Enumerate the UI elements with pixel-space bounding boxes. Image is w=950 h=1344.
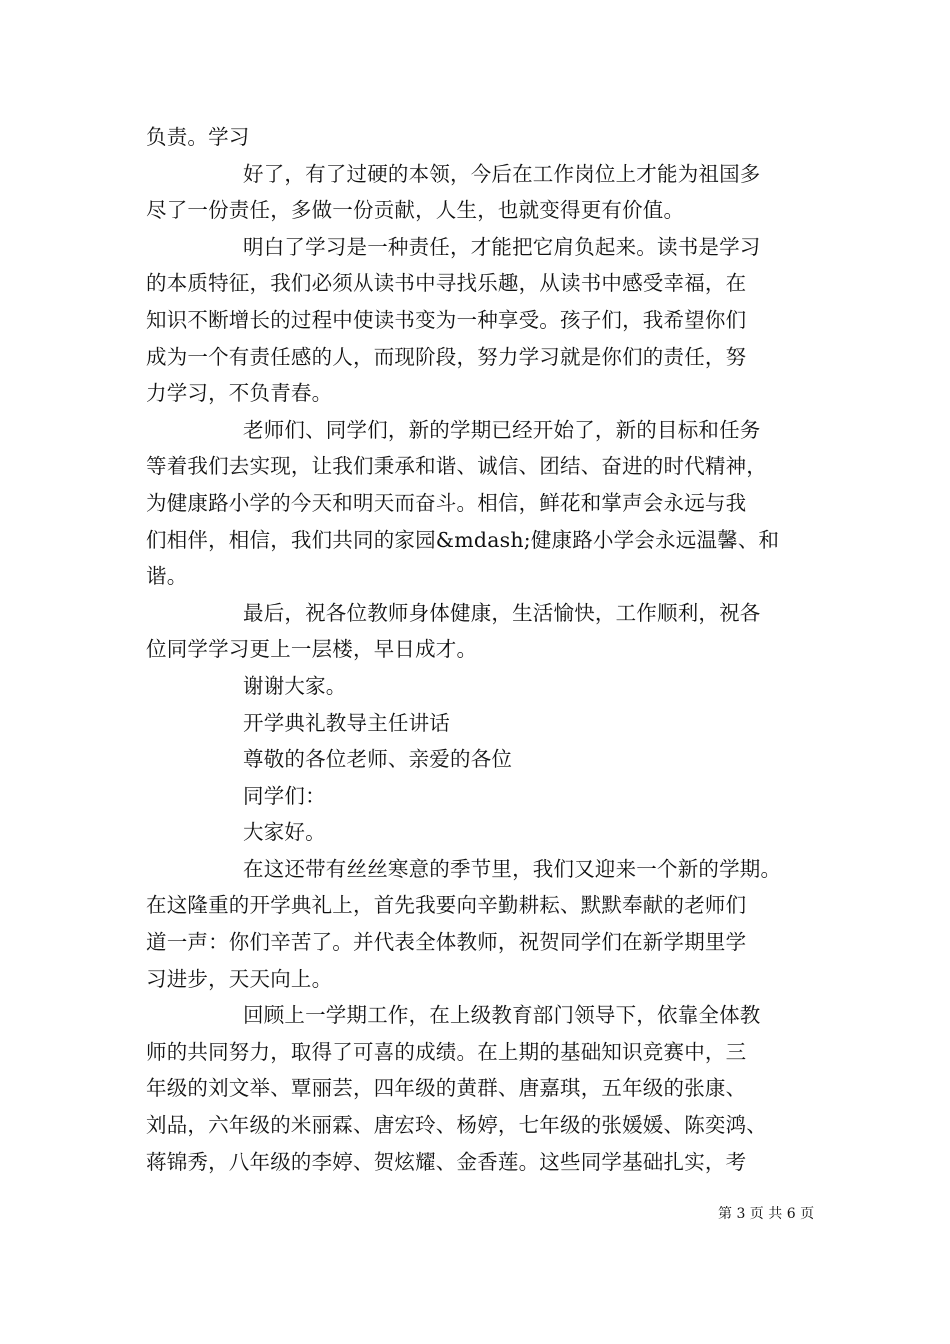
text-line: 在这还带有丝丝寒意的季节里，我们又迎来一个新的学期。 [243,856,782,881]
text-line: 刘品，六年级的米丽霖、唐宏玲、杨婷，七年级的张媛媛、陈奕鸿、 [146,1113,767,1138]
text-line: 师的共同努力，取得了可喜的成绩。在上期的基础知识竞赛中，三 [146,1039,747,1064]
text-line: 同学们： [243,783,326,808]
document-body [146,119,810,1180]
text-line: 为健康路小学的今天和明天而奋斗。相信，鲜花和掌声会永远与我 [146,490,747,515]
text-line: 力学习，不负青春。 [146,381,333,406]
text-line: 的本质特征，我们必须从读书中寻找乐趣，从读书中感受幸福，在 [146,271,747,296]
text-line: 位同学学习更上一层楼，早日成才。 [146,637,478,662]
text-line: 尊敬的各位老师、亲爱的各位 [243,747,513,772]
text-line: 习进步，天天向上。 [146,966,333,991]
text-line: 明白了学习是一种责任，才能把它肩负起来。读书是学习 [243,234,761,259]
text-line: 最后，祝各位教师身体健康，生活愉快，工作顺利，祝各 [243,600,761,625]
text-line: 年级的刘文举、覃丽芸，四年级的黄群、唐嘉琪，五年级的张康、 [146,1076,747,1101]
text-line: 在这隆重的开学典礼上，首先我要向辛勤耕耘、默默奉献的老师们 [146,893,747,918]
text-line: 谢谢大家。 [243,673,347,698]
text-line: 道一声：你们辛苦了。并代表全体教师，祝贺同学们在新学期里学 [146,930,747,955]
text-line: 蒋锦秀，八年级的李婷、贺炫耀、金香莲。这些同学基础扎实，考 [146,1149,747,1174]
text-line: 老师们、同学们，新的学期已经开始了，新的目标和任务 [243,417,761,442]
text-line: 回顾上一学期工作，在上级教育部门领导下，依靠全体教 [243,1003,761,1028]
page-number: 第 3 页 共 6 页 [718,1206,815,1222]
text-line: 尽了一份责任，多做一份贡献，人生，也就变得更有价值。 [146,198,685,223]
text-line: 负责。学习 [146,125,250,149]
text-line: 等着我们去实现，让我们秉承和谐、诚信、团结、奋进的时代精神， [146,454,767,479]
text-line: 们相伴，相信，我们共同的家园&mdash;健康路小学会永远温馨、和 [146,527,780,552]
text-line: 谐。 [146,564,188,589]
text-line: 大家好。 [243,820,326,845]
text-line: 好了，有了过硬的本领，今后在工作岗位上才能为祖国多 [243,161,761,186]
text-line: 知识不断增长的过程中使读书变为一种享受。孩子们，我希望你们 [146,307,747,332]
text-line: 开学典礼教导主任讲话 [243,710,450,735]
text-line: 成为一个有责任感的人，而现阶段，努力学习就是你们的责任，努 [146,344,747,369]
